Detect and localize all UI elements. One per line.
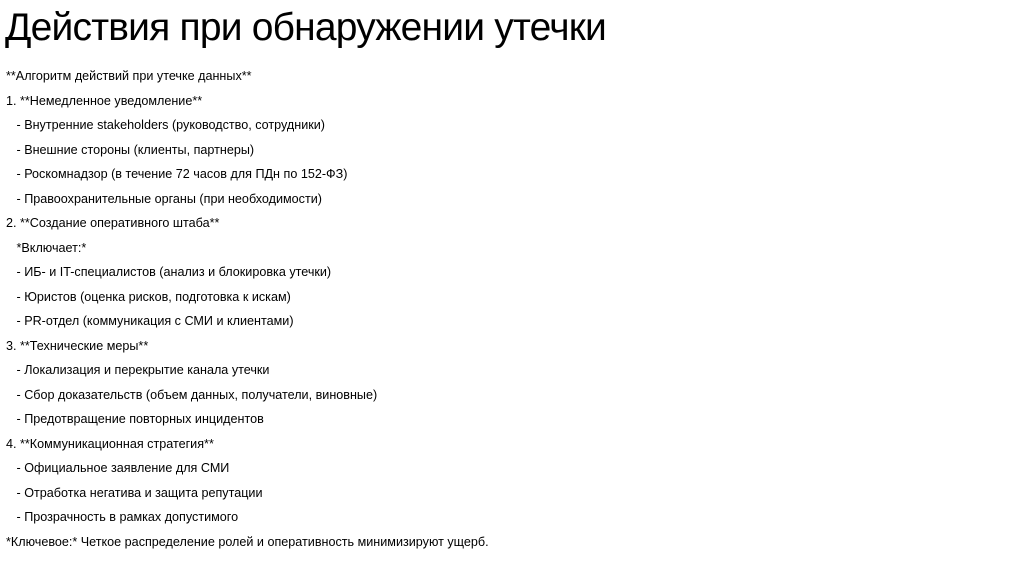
list-item: - Отработка негатива и защита репутации: [6, 485, 263, 500]
slide-body: [6, 64, 1006, 554]
section-heading: 3. **Технические меры**: [6, 338, 149, 353]
section-heading: 2. **Создание оперативного штаба**: [6, 216, 220, 230]
key-takeaway: *Ключевое:* Четкое распределение ролей и оперативность минимизируют ущерб.: [6, 534, 489, 549]
list-item: - Роскомнадзор (в течение 72 часов для ПДн по 152-ФЗ): [6, 167, 348, 181]
list-item: - Юристов (оценка рисков, подготовка к искам): [6, 289, 291, 304]
list-item: - ИБ- и IT-специалистов (анализ и блокировка утечки): [6, 265, 332, 279]
list-item: - Сбор доказательств (объем данных, получатели, виновные): [6, 387, 378, 402]
subsection-label: *Включает:*: [6, 240, 87, 255]
list-item: - Официальное заявление для СМИ: [6, 461, 230, 475]
list-item: - Прозрачность в рамках допустимого: [6, 510, 239, 524]
section-heading: 1. **Немедленное уведомление**: [6, 93, 203, 108]
intro-line: **Алгоритм действий при утечке данных**: [6, 69, 252, 83]
list-item: - Предотвращение повторных инцидентов: [6, 412, 264, 426]
section-heading: 4. **Коммуникационная стратегия**: [6, 436, 214, 451]
list-item: - Внутренние stakeholders (руководство, сотрудники): [6, 118, 325, 132]
list-item: - Внешние стороны (клиенты, партнеры): [6, 142, 255, 157]
list-item: - Локализация и перекрытие канала утечки: [6, 363, 270, 377]
slide-title: Действия при обнаружении утечки: [5, 6, 606, 49]
list-item: - PR-отдел (коммуникация с СМИ и клиентами): [6, 314, 294, 328]
list-item: - Правоохранительные органы (при необходимости): [6, 191, 322, 206]
